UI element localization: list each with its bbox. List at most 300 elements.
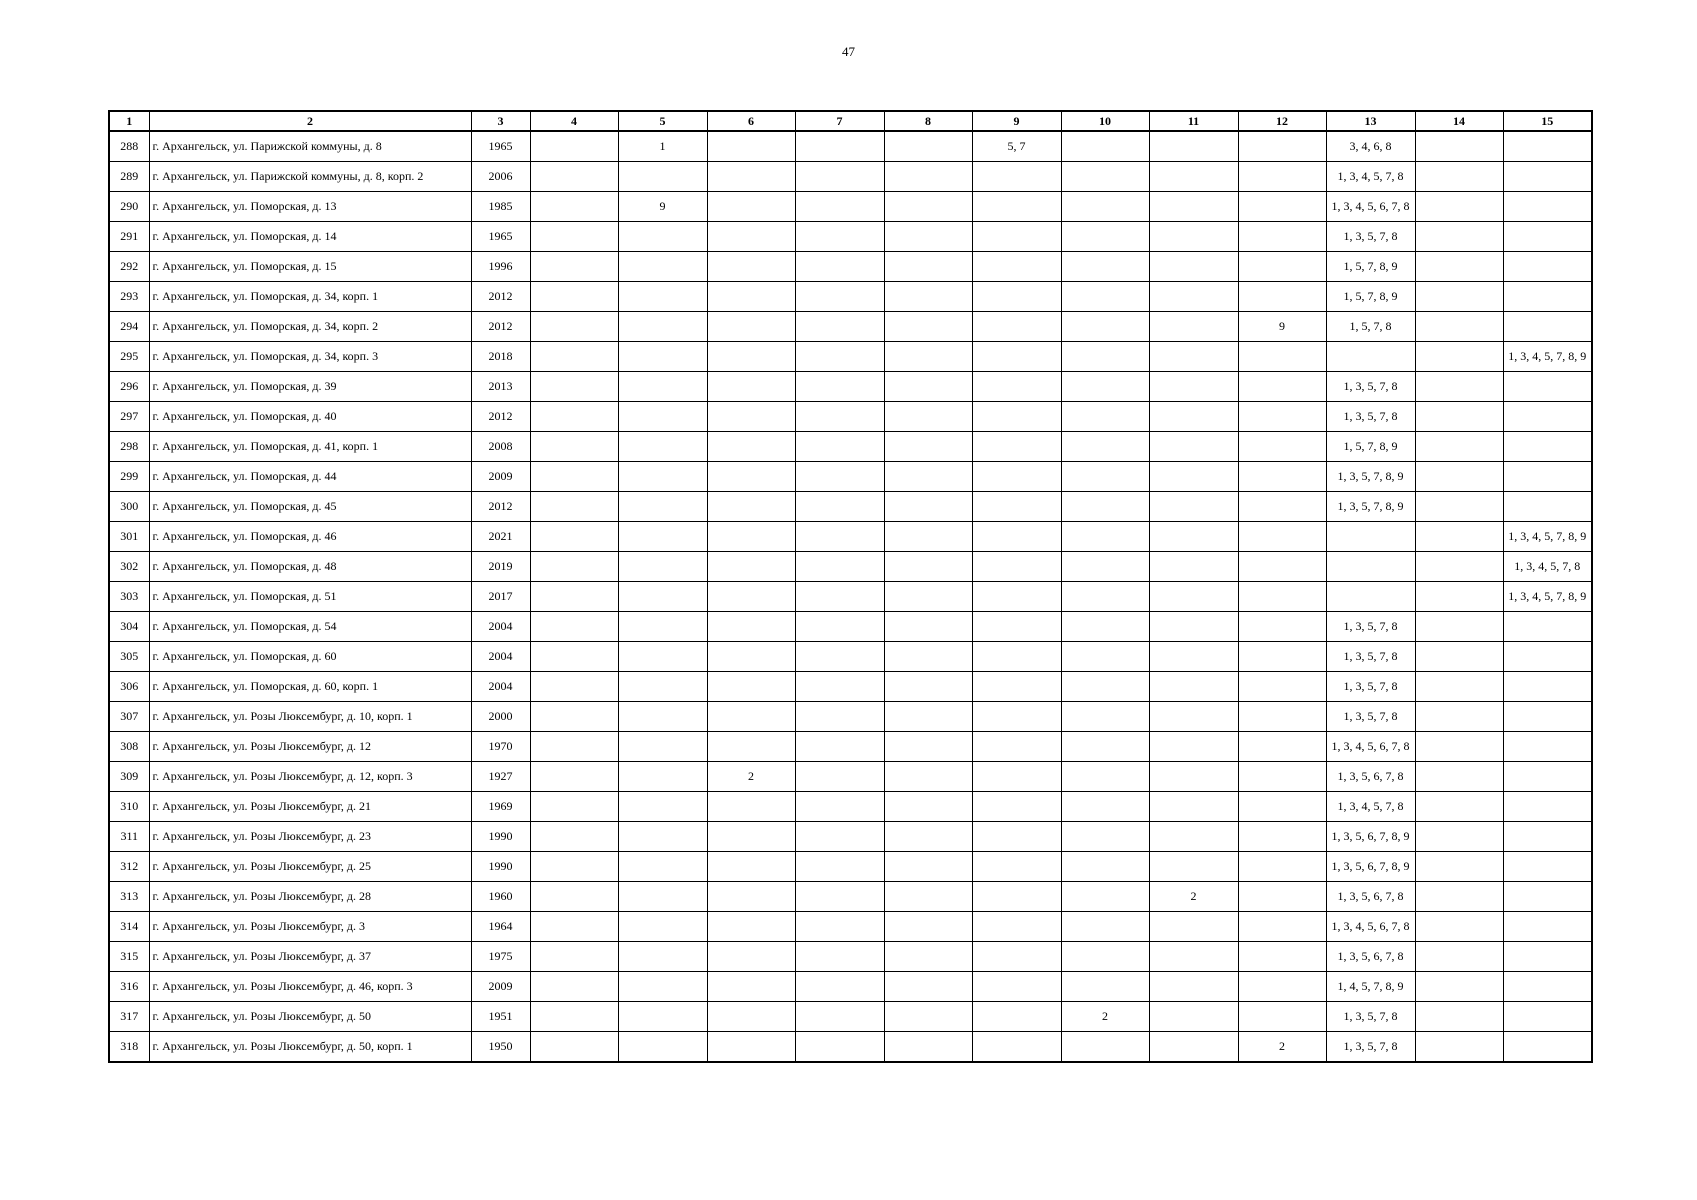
table-row: [109, 131, 1592, 162]
table-cell: [1149, 522, 1238, 552]
address-cell: г. Архангельск, ул. Поморская, д. 60, корп. 1: [149, 672, 471, 702]
table-cell: [1149, 312, 1238, 342]
table-row: [109, 462, 1592, 492]
table-cell: [795, 762, 884, 792]
table-cell: [884, 732, 972, 762]
row-number-cell: 309: [109, 762, 149, 792]
address-cell: г. Архангельск, ул. Поморская, д. 48: [149, 552, 471, 582]
row-number-cell: 311: [109, 822, 149, 852]
table-cell: [707, 792, 795, 822]
table-cell: [972, 162, 1061, 192]
address-cell: г. Архангельск, ул. Розы Люксембург, д. 25: [149, 852, 471, 882]
table-cell: [884, 1002, 972, 1032]
row-number-cell: 314: [109, 912, 149, 942]
table-cell: 1, 5, 7, 8, 9: [1326, 252, 1415, 282]
table-cell: [795, 522, 884, 552]
table-cell: [1149, 972, 1238, 1002]
table-cell: [1149, 342, 1238, 372]
row-number-cell: 316: [109, 972, 149, 1002]
table-cell: [707, 642, 795, 672]
table-cell: [618, 222, 707, 252]
year-cell: 1960: [471, 882, 530, 912]
table-cell: [1503, 222, 1592, 252]
table-row: [109, 672, 1592, 702]
table-cell: [884, 522, 972, 552]
table-cell: [795, 672, 884, 702]
table-cell: [972, 642, 1061, 672]
table-cell: [795, 642, 884, 672]
table-cell: [1415, 222, 1503, 252]
table-cell: [1149, 612, 1238, 642]
table-cell: [707, 972, 795, 1002]
table-cell: [1061, 462, 1149, 492]
table-cell: [1149, 762, 1238, 792]
year-cell: 1990: [471, 852, 530, 882]
year-cell: 1927: [471, 762, 530, 792]
table-cell: 1, 3, 4, 5, 7, 8: [1326, 162, 1415, 192]
table-cell: [618, 342, 707, 372]
table-cell: [884, 552, 972, 582]
table-cell: [1238, 672, 1326, 702]
table-cell: [1415, 1002, 1503, 1032]
table-cell: [1149, 162, 1238, 192]
table-cell: [530, 942, 618, 972]
table-cell: [707, 942, 795, 972]
table-cell: [795, 912, 884, 942]
table-cell: [1503, 672, 1592, 702]
table-cell: [884, 192, 972, 222]
table-row: [109, 702, 1592, 732]
table-cell: [884, 582, 972, 612]
year-cell: 1996: [471, 252, 530, 282]
year-cell: 2009: [471, 972, 530, 1002]
table-cell: [1061, 192, 1149, 222]
year-cell: 2012: [471, 402, 530, 432]
row-number-cell: 301: [109, 522, 149, 552]
table-cell: [618, 552, 707, 582]
table-cell: [972, 192, 1061, 222]
address-cell: г. Архангельск, ул. Розы Люксембург, д. 50, корп. 1: [149, 1032, 471, 1063]
table-cell: [618, 762, 707, 792]
table-cell: [884, 492, 972, 522]
year-cell: 2021: [471, 522, 530, 552]
table-cell: [1415, 1032, 1503, 1063]
table-cell: [707, 882, 795, 912]
table-cell: [618, 462, 707, 492]
year-cell: 2006: [471, 162, 530, 192]
table-cell: [1238, 492, 1326, 522]
table-cell: [618, 882, 707, 912]
table-cell: 2: [1149, 882, 1238, 912]
address-cell: г. Архангельск, ул. Розы Люксембург, д. 50: [149, 1002, 471, 1032]
table-cell: [1149, 492, 1238, 522]
year-cell: 2018: [471, 342, 530, 372]
table-cell: [884, 342, 972, 372]
table-cell: 1, 3, 5, 7, 8: [1326, 672, 1415, 702]
table-cell: [1503, 762, 1592, 792]
table-cell: [1238, 462, 1326, 492]
column-header-3: 3: [471, 111, 530, 131]
table-cell: [884, 462, 972, 492]
table-cell: [1061, 402, 1149, 432]
table-cell: [530, 492, 618, 522]
table-cell: [1326, 522, 1415, 552]
table-cell: [972, 462, 1061, 492]
table-row: [109, 732, 1592, 762]
table-cell: [1415, 282, 1503, 312]
table-cell: [618, 582, 707, 612]
table-cell: [1415, 402, 1503, 432]
table-cell: [530, 582, 618, 612]
row-number-cell: 302: [109, 552, 149, 582]
table-cell: [884, 762, 972, 792]
table-cell: [530, 912, 618, 942]
table-cell: [1061, 222, 1149, 252]
table-cell: [972, 612, 1061, 642]
table-cell: [1503, 462, 1592, 492]
column-header-12: 12: [1238, 111, 1326, 131]
table-cell: [530, 822, 618, 852]
table-cell: [530, 522, 618, 552]
table-cell: 3, 4, 6, 8: [1326, 131, 1415, 162]
table-cell: [1503, 882, 1592, 912]
address-cell: г. Архангельск, ул. Поморская, д. 15: [149, 252, 471, 282]
table-cell: [1238, 432, 1326, 462]
table-cell: [1503, 1002, 1592, 1032]
table-cell: [1326, 582, 1415, 612]
year-cell: 2004: [471, 612, 530, 642]
address-cell: г. Архангельск, ул. Поморская, д. 60: [149, 642, 471, 672]
year-cell: 1970: [471, 732, 530, 762]
table-cell: [1415, 492, 1503, 522]
table-row: [109, 282, 1592, 312]
table-cell: [1061, 1032, 1149, 1063]
table-cell: [884, 702, 972, 732]
table-cell: [1326, 342, 1415, 372]
table-cell: [795, 131, 884, 162]
table-cell: [1415, 372, 1503, 402]
column-header-2: 2: [149, 111, 471, 131]
table-cell: [795, 162, 884, 192]
table-cell: [707, 252, 795, 282]
table-cell: [618, 1002, 707, 1032]
table-cell: 1, 3, 5, 7, 8: [1326, 372, 1415, 402]
year-cell: 1990: [471, 822, 530, 852]
table-cell: [1238, 822, 1326, 852]
table-cell: [707, 582, 795, 612]
table-cell: [530, 222, 618, 252]
table-cell: 1, 3, 5, 7, 8: [1326, 1002, 1415, 1032]
table-cell: [795, 282, 884, 312]
table-cell: [530, 612, 618, 642]
table-row: [109, 762, 1592, 792]
table-row: [109, 792, 1592, 822]
table-cell: 1, 3, 5, 7, 8, 9: [1326, 462, 1415, 492]
table-cell: [1238, 942, 1326, 972]
table-cell: [618, 612, 707, 642]
table-cell: 1, 5, 7, 8, 9: [1326, 282, 1415, 312]
table-cell: [1149, 192, 1238, 222]
table-cell: [707, 222, 795, 252]
table-cell: [795, 192, 884, 222]
table-row: [109, 252, 1592, 282]
table-cell: [530, 131, 618, 162]
table-cell: [1503, 732, 1592, 762]
table-cell: 1, 3, 5, 7, 8, 9: [1326, 492, 1415, 522]
table-cell: [1061, 642, 1149, 672]
table-cell: 1, 3, 4, 5, 6, 7, 8: [1326, 192, 1415, 222]
table-cell: [1238, 282, 1326, 312]
table-cell: [795, 342, 884, 372]
table-cell: [795, 552, 884, 582]
table-cell: [972, 942, 1061, 972]
table-cell: [795, 252, 884, 282]
table-cell: [530, 432, 618, 462]
column-header-1: 1: [109, 111, 149, 131]
row-number-cell: 308: [109, 732, 149, 762]
table-cell: [618, 942, 707, 972]
table-cell: [884, 222, 972, 252]
address-cell: г. Архангельск, ул. Поморская, д. 39: [149, 372, 471, 402]
table-cell: [972, 822, 1061, 852]
table-cell: [1149, 912, 1238, 942]
table-cell: [1061, 822, 1149, 852]
table-cell: [795, 402, 884, 432]
table-cell: [1238, 912, 1326, 942]
table-row: [109, 642, 1592, 672]
table-cell: [618, 822, 707, 852]
table-cell: [1149, 942, 1238, 972]
table-cell: [1415, 312, 1503, 342]
table-cell: [1503, 402, 1592, 432]
table-cell: [972, 312, 1061, 342]
table-cell: [1415, 912, 1503, 942]
table-cell: 1, 5, 7, 8: [1326, 312, 1415, 342]
row-number-cell: 312: [109, 852, 149, 882]
table-cell: [884, 372, 972, 402]
table-row: [109, 522, 1592, 552]
header-row: [109, 111, 1592, 131]
table-cell: [1415, 732, 1503, 762]
table-cell: [618, 162, 707, 192]
table-cell: [707, 1002, 795, 1032]
table-cell: [1149, 1002, 1238, 1032]
table-row: [109, 402, 1592, 432]
table-cell: [972, 372, 1061, 402]
table-cell: [618, 252, 707, 282]
year-cell: 2017: [471, 582, 530, 612]
table-row: [109, 312, 1592, 342]
table-cell: [618, 372, 707, 402]
table-cell: [618, 282, 707, 312]
column-header-14: 14: [1415, 111, 1503, 131]
table-cell: [1415, 522, 1503, 552]
table-cell: [884, 612, 972, 642]
table-cell: 1: [618, 131, 707, 162]
table-cell: [795, 852, 884, 882]
table-cell: [1415, 131, 1503, 162]
table-cell: [707, 912, 795, 942]
table-cell: 1, 3, 5, 7, 8: [1326, 642, 1415, 672]
table-cell: [795, 1002, 884, 1032]
table-cell: [530, 642, 618, 672]
table-cell: [618, 432, 707, 462]
table-cell: [1503, 1032, 1592, 1063]
year-cell: 2012: [471, 282, 530, 312]
year-cell: 2019: [471, 552, 530, 582]
table-cell: [530, 372, 618, 402]
row-number-cell: 317: [109, 1002, 149, 1032]
table-cell: [707, 732, 795, 762]
table-row: [109, 1002, 1592, 1032]
table-cell: [707, 612, 795, 642]
table-cell: [1061, 372, 1149, 402]
table-cell: [1061, 522, 1149, 552]
table-cell: [707, 492, 795, 522]
table-cell: [884, 252, 972, 282]
table-cell: [1061, 492, 1149, 522]
table-cell: [618, 912, 707, 942]
table-cell: [795, 882, 884, 912]
table-cell: [1415, 822, 1503, 852]
table-cell: [1326, 552, 1415, 582]
table-cell: [1149, 402, 1238, 432]
table-cell: [707, 1032, 795, 1063]
table-cell: [1061, 942, 1149, 972]
address-cell: г. Архангельск, ул. Поморская, д. 45: [149, 492, 471, 522]
table-cell: [707, 702, 795, 732]
column-header-6: 6: [707, 111, 795, 131]
table-cell: [1503, 852, 1592, 882]
column-header-5: 5: [618, 111, 707, 131]
row-number-cell: 295: [109, 342, 149, 372]
table-cell: [1415, 552, 1503, 582]
table-cell: [1061, 252, 1149, 282]
table-row: [109, 192, 1592, 222]
table-cell: [1238, 552, 1326, 582]
table-cell: [618, 972, 707, 1002]
table-cell: [530, 1002, 618, 1032]
table-cell: [618, 732, 707, 762]
table-cell: [618, 492, 707, 522]
table-cell: [1503, 252, 1592, 282]
table-cell: [795, 312, 884, 342]
table-cell: 1, 3, 5, 6, 7, 8, 9: [1326, 852, 1415, 882]
table-row: [109, 372, 1592, 402]
table-cell: [795, 942, 884, 972]
table-cell: [884, 672, 972, 702]
register-table: [108, 110, 1593, 1063]
table-cell: [1238, 702, 1326, 732]
table-cell: [1149, 792, 1238, 822]
table-cell: [1415, 852, 1503, 882]
table-cell: [795, 492, 884, 522]
table-cell: [972, 702, 1061, 732]
table-cell: [972, 582, 1061, 612]
table-cell: [972, 222, 1061, 252]
table-cell: [1503, 162, 1592, 192]
table-cell: [707, 432, 795, 462]
table-cell: [1503, 492, 1592, 522]
table-cell: [884, 162, 972, 192]
table-cell: [1061, 852, 1149, 882]
year-cell: 2012: [471, 492, 530, 522]
table-row: [109, 972, 1592, 1002]
table-cell: [1061, 582, 1149, 612]
year-cell: 2009: [471, 462, 530, 492]
table-cell: [1503, 312, 1592, 342]
table-cell: [1061, 432, 1149, 462]
row-number-cell: 310: [109, 792, 149, 822]
table-cell: [1415, 642, 1503, 672]
table-cell: [1149, 642, 1238, 672]
table-cell: [618, 312, 707, 342]
year-cell: 2008: [471, 432, 530, 462]
table-cell: [1503, 282, 1592, 312]
table-cell: [884, 402, 972, 432]
table-cell: [1503, 372, 1592, 402]
table-cell: [707, 852, 795, 882]
table-cell: [1238, 342, 1326, 372]
table-cell: [707, 372, 795, 402]
table-cell: [530, 552, 618, 582]
table-cell: 1, 3, 5, 7, 8: [1326, 222, 1415, 252]
table-cell: [972, 522, 1061, 552]
table-cell: [1149, 732, 1238, 762]
address-cell: г. Архангельск, ул. Розы Люксембург, д. 23: [149, 822, 471, 852]
table-cell: [618, 642, 707, 672]
table-cell: [795, 822, 884, 852]
table-cell: [1415, 702, 1503, 732]
table-cell: 1, 3, 4, 5, 6, 7, 8: [1326, 732, 1415, 762]
table-cell: [618, 792, 707, 822]
address-cell: г. Архангельск, ул. Поморская, д. 44: [149, 462, 471, 492]
table-cell: 9: [1238, 312, 1326, 342]
table-cell: [884, 282, 972, 312]
table-cell: [707, 522, 795, 552]
table-cell: 1, 3, 4, 5, 7, 8: [1503, 552, 1592, 582]
address-cell: г. Архангельск, ул. Розы Люксембург, д. 28: [149, 882, 471, 912]
address-cell: г. Архангельск, ул. Розы Люксембург, д. 37: [149, 942, 471, 972]
table-cell: 1, 3, 4, 5, 7, 8, 9: [1503, 582, 1592, 612]
row-number-cell: 306: [109, 672, 149, 702]
table-cell: 1, 3, 5, 7, 8: [1326, 702, 1415, 732]
table-cell: [1415, 612, 1503, 642]
column-header-4: 4: [530, 111, 618, 131]
table-cell: [530, 732, 618, 762]
table-cell: [707, 822, 795, 852]
table-cell: [1238, 612, 1326, 642]
table-cell: [1238, 972, 1326, 1002]
table-cell: [530, 1032, 618, 1063]
table-row: [109, 612, 1592, 642]
address-cell: г. Архангельск, ул. Поморская, д. 13: [149, 192, 471, 222]
table-cell: [1061, 882, 1149, 912]
table-cell: 1, 3, 5, 7, 8: [1326, 612, 1415, 642]
table-cell: [795, 222, 884, 252]
table-row: [109, 852, 1592, 882]
table-row: [109, 492, 1592, 522]
table-cell: [1415, 432, 1503, 462]
table-cell: [707, 162, 795, 192]
table-cell: [1238, 252, 1326, 282]
table-cell: [1061, 912, 1149, 942]
table-cell: [1149, 672, 1238, 702]
table-cell: [1503, 131, 1592, 162]
row-number-cell: 299: [109, 462, 149, 492]
year-cell: 2000: [471, 702, 530, 732]
table-cell: [1415, 192, 1503, 222]
